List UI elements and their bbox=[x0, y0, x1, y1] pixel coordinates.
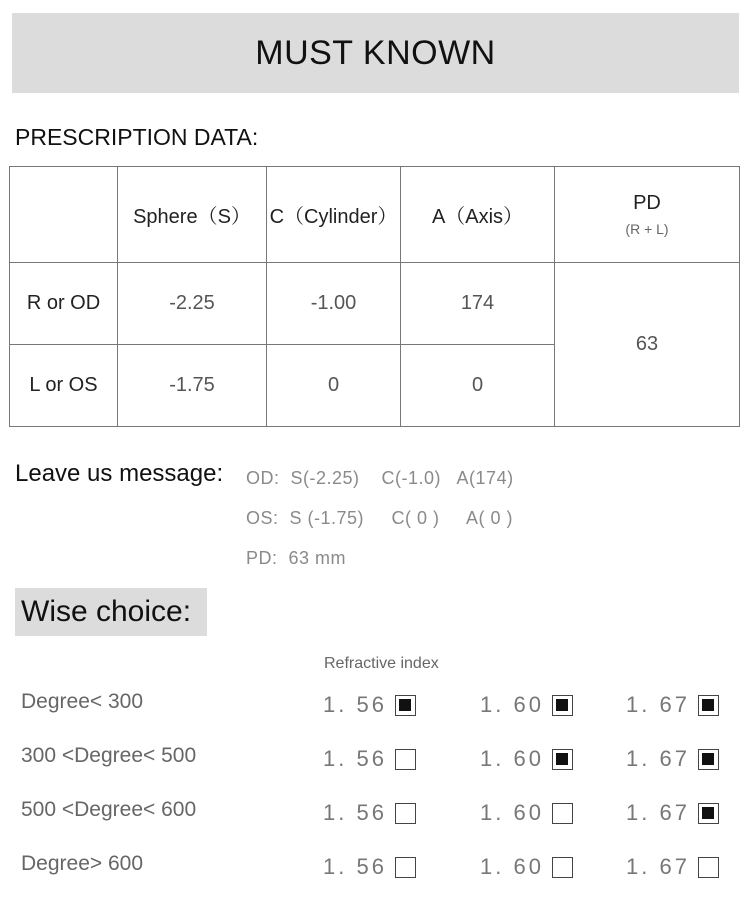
os-axis: 0 bbox=[401, 345, 555, 427]
refractive-index-value: 1. 56 bbox=[323, 746, 387, 771]
os-cylinder: 0 bbox=[267, 345, 401, 427]
prescription-title: PRESCRIPTION DATA: bbox=[15, 124, 259, 150]
refractive-option bbox=[626, 690, 719, 720]
must-known-banner bbox=[12, 13, 739, 93]
checked-box-icon[interactable] bbox=[395, 695, 416, 716]
refractive-option bbox=[323, 852, 416, 882]
checked-box-icon[interactable] bbox=[698, 695, 719, 716]
leave-message-label: Leave us message: bbox=[15, 460, 224, 487]
refractive-index-value: 1. 67 bbox=[626, 800, 690, 825]
header-corner bbox=[10, 167, 118, 263]
table-row bbox=[10, 263, 740, 345]
od-cylinder: -1.00 bbox=[267, 263, 401, 345]
unchecked-box-icon[interactable] bbox=[395, 803, 416, 824]
os-sphere: -1.75 bbox=[118, 345, 267, 427]
refractive-option bbox=[323, 744, 416, 774]
pd-value: 63 bbox=[555, 263, 740, 427]
refractive-option bbox=[323, 798, 416, 828]
header-cylinder: C（Cylinder） bbox=[267, 167, 401, 263]
header-pd-label: PD bbox=[633, 192, 661, 214]
checked-box-icon[interactable] bbox=[698, 803, 719, 824]
unchecked-box-icon[interactable] bbox=[698, 857, 719, 878]
degree-row bbox=[0, 744, 750, 784]
od-axis: 174 bbox=[401, 263, 555, 345]
row-label-od: R or OD bbox=[10, 263, 118, 345]
refractive-index-value: 1. 67 bbox=[626, 746, 690, 771]
checked-box-icon[interactable] bbox=[552, 695, 573, 716]
refractive-index-value: 1. 60 bbox=[480, 800, 544, 825]
refractive-index-value: 1. 60 bbox=[480, 746, 544, 771]
unchecked-box-icon[interactable] bbox=[552, 803, 573, 824]
refractive-option bbox=[480, 744, 573, 774]
refractive-index-header: Refractive index bbox=[324, 655, 439, 672]
message-line-pd: PD: 63 mm bbox=[246, 548, 347, 568]
refractive-index-value: 1. 60 bbox=[480, 854, 544, 879]
refractive-option bbox=[626, 798, 719, 828]
refractive-option bbox=[480, 852, 573, 882]
wise-choice-box bbox=[15, 588, 207, 636]
wise-choice-title: Wise choice: bbox=[21, 595, 192, 628]
banner-title: MUST KNOWN bbox=[255, 33, 496, 72]
refractive-index-value: 1. 67 bbox=[626, 854, 690, 879]
refractive-option bbox=[626, 744, 719, 774]
row-label-os: L or OS bbox=[10, 345, 118, 427]
message-line-os: OS: S (-1.75) C( 0 ) A( 0 ) bbox=[246, 508, 514, 528]
unchecked-box-icon[interactable] bbox=[552, 857, 573, 878]
refractive-index-value: 1. 56 bbox=[323, 854, 387, 879]
refractive-option bbox=[480, 798, 573, 828]
message-line-od: OD: S(-2.25) C(-1.0) A(174) bbox=[246, 468, 514, 488]
unchecked-box-icon[interactable] bbox=[395, 749, 416, 770]
header-sphere: Sphere（S） bbox=[118, 167, 267, 263]
degree-row bbox=[0, 798, 750, 838]
degree-label: Degree> 600 bbox=[21, 852, 144, 875]
header-axis: A（Axis） bbox=[401, 167, 555, 263]
degree-row bbox=[0, 690, 750, 730]
checked-box-icon[interactable] bbox=[552, 749, 573, 770]
table-header-row bbox=[10, 167, 740, 263]
refractive-index-value: 1. 60 bbox=[480, 692, 544, 717]
refractive-option bbox=[626, 852, 719, 882]
degree-row bbox=[0, 852, 750, 892]
degree-label: 500 <Degree< 600 bbox=[21, 798, 197, 821]
refractive-option bbox=[323, 690, 416, 720]
od-sphere: -2.25 bbox=[118, 263, 267, 345]
prescription-table bbox=[9, 166, 740, 427]
refractive-index-value: 1. 56 bbox=[323, 800, 387, 825]
header-pd bbox=[555, 167, 740, 263]
degree-label: 300 <Degree< 500 bbox=[21, 744, 197, 767]
checked-box-icon[interactable] bbox=[698, 749, 719, 770]
header-pd-sub: (R + L) bbox=[625, 221, 669, 237]
degree-label: Degree< 300 bbox=[21, 690, 144, 713]
refractive-index-value: 1. 67 bbox=[626, 692, 690, 717]
unchecked-box-icon[interactable] bbox=[395, 857, 416, 878]
refractive-index-value: 1. 56 bbox=[323, 692, 387, 717]
refractive-option bbox=[480, 690, 573, 720]
